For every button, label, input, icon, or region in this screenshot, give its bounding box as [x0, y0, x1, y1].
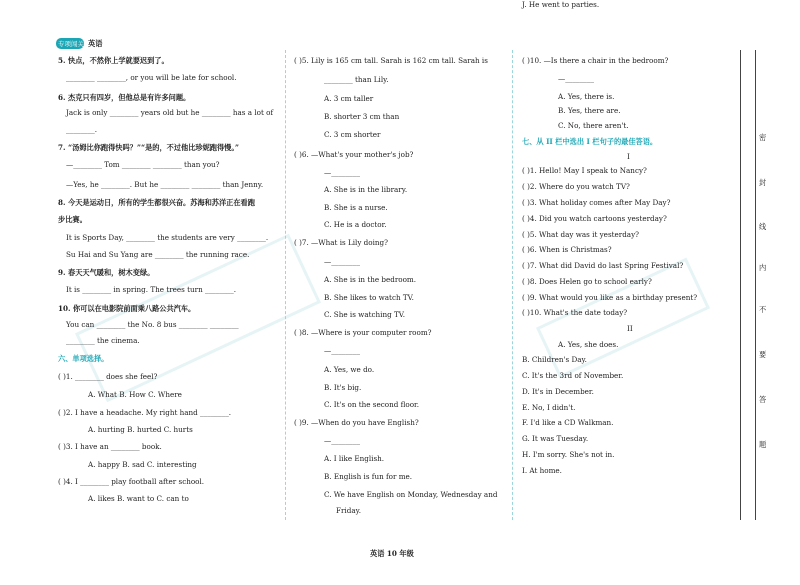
col2-line: —________	[324, 168, 360, 177]
col3-line: ( )2. Where do you watch TV?	[522, 182, 630, 191]
seal-line-char: 内	[759, 263, 767, 272]
column-divider-2	[512, 50, 513, 520]
col3-line: ( )1. Hello! May I speak to Nancy?	[522, 166, 647, 175]
col3-line: ( )4. Did you watch cartoons yesterday?	[522, 214, 667, 223]
col3-line: E. No, I didn't.	[522, 403, 576, 412]
col1-line: 步比赛。	[58, 215, 87, 224]
col2-line: ( )7. —What is Lily doing?	[294, 238, 388, 247]
page-footer: 英语 10 年级	[370, 549, 414, 558]
column-divider-1	[285, 50, 286, 520]
col2-line: A. 3 cm taller	[324, 94, 374, 103]
col3-line: ( )5. What day was it yesterday?	[522, 230, 640, 239]
col2-line: A. Yes, we do.	[324, 365, 375, 374]
col2-line: B. She is a nurse.	[324, 203, 388, 212]
header-subject: 英语	[88, 39, 103, 48]
seal-line-char: 封	[759, 178, 767, 187]
col1-line: ( )3. I have an ________ book.	[58, 442, 162, 451]
col1-line: 8. 今天是运动日，所有的学生都很兴奋。苏海和苏洋正在看跑	[58, 198, 255, 207]
col3-line: G. It was Tuesday.	[522, 434, 589, 443]
col2-line: ________ than Lily.	[324, 75, 389, 84]
col3-line: B. Children's Day.	[522, 355, 587, 364]
col2-line: B. She likes to watch TV.	[324, 293, 414, 302]
col2-line: C. 3 cm shorter	[324, 130, 381, 139]
col1-line: —Yes, he ________. But he ________ ________ than Jenny.	[66, 180, 264, 189]
seal-line-char: 题	[759, 440, 767, 449]
col3-line: ( )10. —Is there a chair in the bedroom?	[522, 56, 669, 65]
col3-line: I	[627, 152, 630, 161]
col1-line: ( )2. I have a headache. My right hand ________.	[58, 408, 232, 417]
col1-line: 六、单项选择。	[58, 354, 109, 363]
col1-line: Su Hai and Su Yang are ________ the running race.	[66, 250, 250, 259]
col2-line: B. English is fun for me.	[324, 472, 413, 481]
col1-line: ( )4. I ________ play football after school.	[58, 477, 205, 486]
col3-line: D. It's in December.	[522, 387, 594, 396]
col1-line: It is ________ in spring. The trees turn ________.	[66, 285, 237, 294]
col1-line: A. happy B. sad C. interesting	[88, 460, 197, 469]
col1-line: ________ ________, or you will be late for school.	[66, 73, 237, 82]
header-badge-text: 专项闯关	[58, 40, 84, 48]
col3-line: 七、从 II 栏中选出 I 栏句子的最佳答语。	[522, 137, 658, 146]
col2-line: ( )8. —Where is your computer room?	[294, 328, 432, 337]
col3-line: II	[627, 324, 633, 333]
col2-line: C. She is watching TV.	[324, 310, 405, 319]
col2-line: A. She is in the bedroom.	[324, 275, 417, 284]
col2-line: C. We have English on Monday, Wednesday and	[324, 490, 498, 499]
col2-line: ( )9. —When do you have English?	[294, 418, 419, 427]
col3-line: F. I'd like a CD Walkman.	[522, 418, 614, 427]
col2-line: B. shorter 3 cm than	[324, 112, 400, 121]
seal-line-char: 答	[759, 395, 767, 404]
seal-line-char: 不	[759, 305, 767, 314]
seal-line-strip	[740, 50, 756, 520]
col1-line: ( )1. ________ does she feel?	[58, 372, 158, 381]
col2-line: A. She is in the library.	[324, 185, 408, 194]
col2-line: C. He is a doctor.	[324, 220, 387, 229]
col3-line: H. I'm sorry. She's not in.	[522, 450, 615, 459]
col3-line: ( )6. When is Christmas?	[522, 245, 612, 254]
col1-line: 10. 你可以在电影院前面乘八路公共汽车。	[58, 304, 196, 313]
col1-line: ________ the cinema.	[66, 336, 140, 345]
col3-line: ( )7. What did David do last Spring Festival?	[522, 261, 684, 270]
col1-line: A. What B. How C. Where	[88, 390, 182, 399]
seal-line-char: 要	[759, 350, 767, 359]
header-badge	[56, 38, 84, 49]
col3-line: A. Yes, she does.	[558, 340, 619, 349]
col2-line: A. I like English.	[324, 454, 385, 463]
col1-line: A. hurting B. hurted C. hurts	[88, 425, 193, 434]
col1-line: 5. 快点，不然你上学就要迟到了。	[58, 56, 169, 65]
col2-line: ( )6. —What's your mother's job?	[294, 150, 414, 159]
col1-line: 7. “汤姆比你跑得快吗？”“是的，不过他比珍妮跑得慢。”	[58, 143, 240, 152]
col2-line: ( )5. Lily is 165 cm tall. Sarah is 162 cm tall. Sarah is	[294, 56, 488, 65]
col2-line: —________	[324, 346, 360, 355]
col2-line: B. It's big.	[324, 383, 362, 392]
col1-line: You can ________ the No. 8 bus ________ ________	[66, 320, 239, 329]
col2-line: —________	[324, 257, 360, 266]
col1-line: 9. 春天天气暖和，树木变绿。	[58, 268, 155, 277]
col3-line: B. Yes, there are.	[558, 106, 621, 115]
col3-line: ( )10. What's the date today?	[522, 308, 628, 317]
col3-line: ( )8. Does Helen go to school early?	[522, 277, 652, 286]
col1-line: It is Sports Day, ________ the students are very ________.	[66, 233, 269, 242]
col3-line: ( )3. What holiday comes after May Day?	[522, 198, 671, 207]
col1-line: —________ Tom ________ ________ than you?	[66, 160, 220, 169]
col1-line: 6. 杰克只有四岁，但他总是有许多问题。	[58, 93, 191, 102]
col1-line: ________.	[66, 125, 98, 134]
col3-line: J. He went to parties.	[522, 0, 600, 9]
col1-line: Jack is only ________ years old but he ________ has a lot of	[66, 108, 274, 117]
col2-line: C. It's on the second floor.	[324, 400, 419, 409]
col3-line: C. It's the 3rd of November.	[522, 371, 624, 380]
col2-line: Friday.	[336, 506, 361, 515]
seal-line-char: 密	[759, 133, 767, 142]
col3-line: A. Yes, there is.	[558, 92, 615, 101]
col3-line: ( )9. What would you like as a birthday present?	[522, 293, 698, 302]
col3-line: —________	[558, 74, 594, 83]
col3-line: C. No, there aren't.	[558, 121, 629, 130]
col2-line: —________	[324, 436, 360, 445]
col1-line: A. likes B. want to C. can to	[88, 494, 189, 503]
seal-line-char: 线	[759, 222, 767, 231]
col3-line: I. At home.	[522, 466, 562, 475]
